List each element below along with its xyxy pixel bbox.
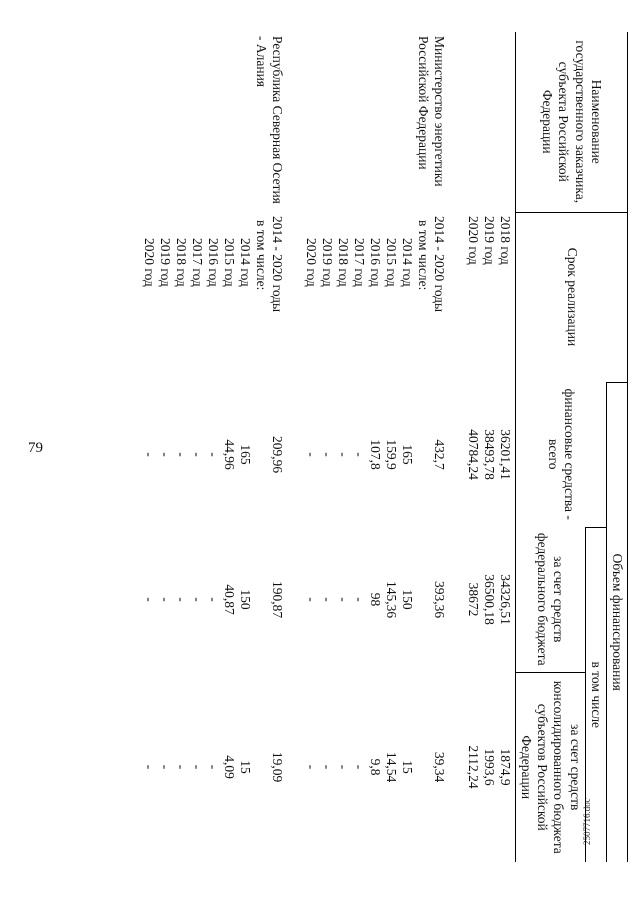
federal-cell <box>139 527 287 672</box>
regional-value: - <box>335 764 351 770</box>
total-value: 36201,41 <box>497 429 513 480</box>
regional-value: 14,54 <box>383 751 399 783</box>
federal-value: 36500,18 <box>481 574 497 625</box>
term-value: 2020 год <box>303 238 319 287</box>
total-value: 159,9 <box>383 439 399 470</box>
term-value: 2016 год <box>205 238 221 287</box>
table-row <box>139 32 287 862</box>
term-value: 2019 год <box>319 238 335 287</box>
total-value: 44,96 <box>221 439 237 470</box>
total-cell <box>139 382 287 527</box>
term-value: 2018 год <box>173 238 189 287</box>
term-value: 2018 год <box>497 216 513 265</box>
federal-value: - <box>351 597 367 602</box>
term-value: 2020 год <box>141 238 157 287</box>
rotated-table-sheet <box>38 32 628 862</box>
regional-value: 2112,24 <box>465 745 481 789</box>
total-value: - <box>189 452 205 457</box>
total-value: - <box>173 452 189 457</box>
federal-value: 150 <box>237 589 253 610</box>
total-value: - <box>303 452 319 457</box>
regional-value: - <box>205 764 221 770</box>
term-value: 2017 год <box>351 238 367 287</box>
federal-value: - <box>157 597 173 602</box>
term-cell <box>463 212 516 382</box>
total-value: 165 <box>399 444 415 465</box>
spacer-cell <box>449 32 463 862</box>
federal-value: 393,36 <box>431 580 447 619</box>
total-value: - <box>351 452 367 457</box>
total-value: 38493,78 <box>481 429 497 480</box>
federal-value: 34326,51 <box>497 574 513 625</box>
term-value: 2019 год <box>481 216 497 265</box>
federal-value: - <box>173 597 189 602</box>
regional-cell <box>463 672 516 862</box>
federal-value: - <box>335 597 351 602</box>
regional-value: - <box>157 764 173 770</box>
header-customer-name: Наименование государственного заказчика, субъекта Российской Федерации <box>515 32 627 212</box>
total-value <box>253 386 269 523</box>
federal-value: - <box>319 597 335 602</box>
regional-value <box>415 676 431 858</box>
total-value: 107,8 <box>367 439 383 470</box>
federal-value: 190,87 <box>269 580 285 619</box>
term-cell <box>301 212 449 382</box>
term-value: 2014 год <box>237 238 253 287</box>
customer-name-cell <box>463 32 516 212</box>
total-cell <box>301 382 449 527</box>
federal-value: 40,87 <box>221 584 237 615</box>
row-spacer <box>287 32 301 862</box>
term-value: 2014 год <box>399 238 415 287</box>
regional-value: - <box>189 764 205 770</box>
total-value: - <box>205 452 221 457</box>
total-value: - <box>157 452 173 457</box>
table-row <box>301 32 449 862</box>
financing-table <box>139 32 628 862</box>
header-federal-budget: за счет средств федерального бюджета <box>515 527 585 672</box>
term-value: в том числе: <box>253 220 269 291</box>
total-value: 432,7 <box>431 439 447 470</box>
federal-value <box>253 531 269 668</box>
term-value: 2014 - 2020 годы <box>431 216 447 313</box>
total-value: - <box>319 452 335 457</box>
term-value: 2019 год <box>157 238 173 287</box>
term-value: 2015 год <box>383 238 399 287</box>
header-total-funds: финансовые средства - всего <box>515 382 606 527</box>
footer-file-name: 2507716.doc <box>582 798 592 845</box>
regional-cell <box>139 672 287 862</box>
header-financing-volume: Объем финансирования <box>606 382 627 862</box>
federal-value: 150 <box>399 589 415 610</box>
federal-value: 145,36 <box>383 580 399 619</box>
total-value: - <box>335 452 351 457</box>
federal-value: 98 <box>367 592 383 607</box>
regional-value: 15 <box>237 760 253 774</box>
regional-value: 1993,6 <box>481 748 497 786</box>
regional-value: - <box>319 764 335 770</box>
term-value: 2015 год <box>221 238 237 287</box>
header-regional-budget: за счет средств консолидированного бюджета субъектов Российской Федерации <box>515 672 585 862</box>
header-term: Срок реализации <box>515 212 627 382</box>
regional-value: 1874,9 <box>497 748 513 786</box>
page-number: 79 <box>28 440 43 456</box>
federal-value <box>415 531 431 668</box>
row-spacer <box>449 32 463 862</box>
regional-value <box>253 676 269 858</box>
header-including: в том числе <box>585 527 606 862</box>
term-value: 2014 - 2020 годы <box>269 216 285 313</box>
regional-value: 4,09 <box>221 755 237 779</box>
term-value: 2018 год <box>335 238 351 287</box>
term-value: в том числе: <box>415 220 431 291</box>
federal-value: - <box>303 597 319 602</box>
regional-value: - <box>141 764 157 770</box>
term-cell <box>139 212 287 382</box>
regional-value: 19,09 <box>269 751 285 783</box>
total-value: 40784,24 <box>465 429 481 480</box>
regional-value: 9,8 <box>367 758 383 776</box>
regional-value: 39,34 <box>431 751 447 783</box>
federal-value: - <box>141 597 157 602</box>
regional-value: - <box>173 764 189 770</box>
federal-value: - <box>189 597 205 602</box>
term-value: 2016 год <box>367 238 383 287</box>
regional-value: - <box>303 764 319 770</box>
total-value: - <box>141 452 157 457</box>
federal-cell <box>463 527 516 672</box>
federal-value: 38672 <box>465 582 481 617</box>
customer-name-cell: Республика Северная Осетия - Алания <box>253 36 285 204</box>
table-row <box>463 32 516 862</box>
total-value: 165 <box>237 444 253 465</box>
total-value: 209,96 <box>269 435 285 474</box>
regional-value: - <box>351 764 367 770</box>
federal-cell <box>301 527 449 672</box>
term-value: 2020 год <box>465 216 481 265</box>
customer-name-cell: Министерство энергетики Российской Федерации <box>415 36 447 187</box>
spacer-cell <box>287 32 301 862</box>
term-value: 2017 год <box>189 238 205 287</box>
regional-cell <box>301 672 449 862</box>
regional-value: 15 <box>399 760 415 774</box>
total-value <box>415 386 431 523</box>
table-body <box>139 32 516 862</box>
federal-value: - <box>205 597 221 602</box>
total-cell <box>463 382 516 527</box>
